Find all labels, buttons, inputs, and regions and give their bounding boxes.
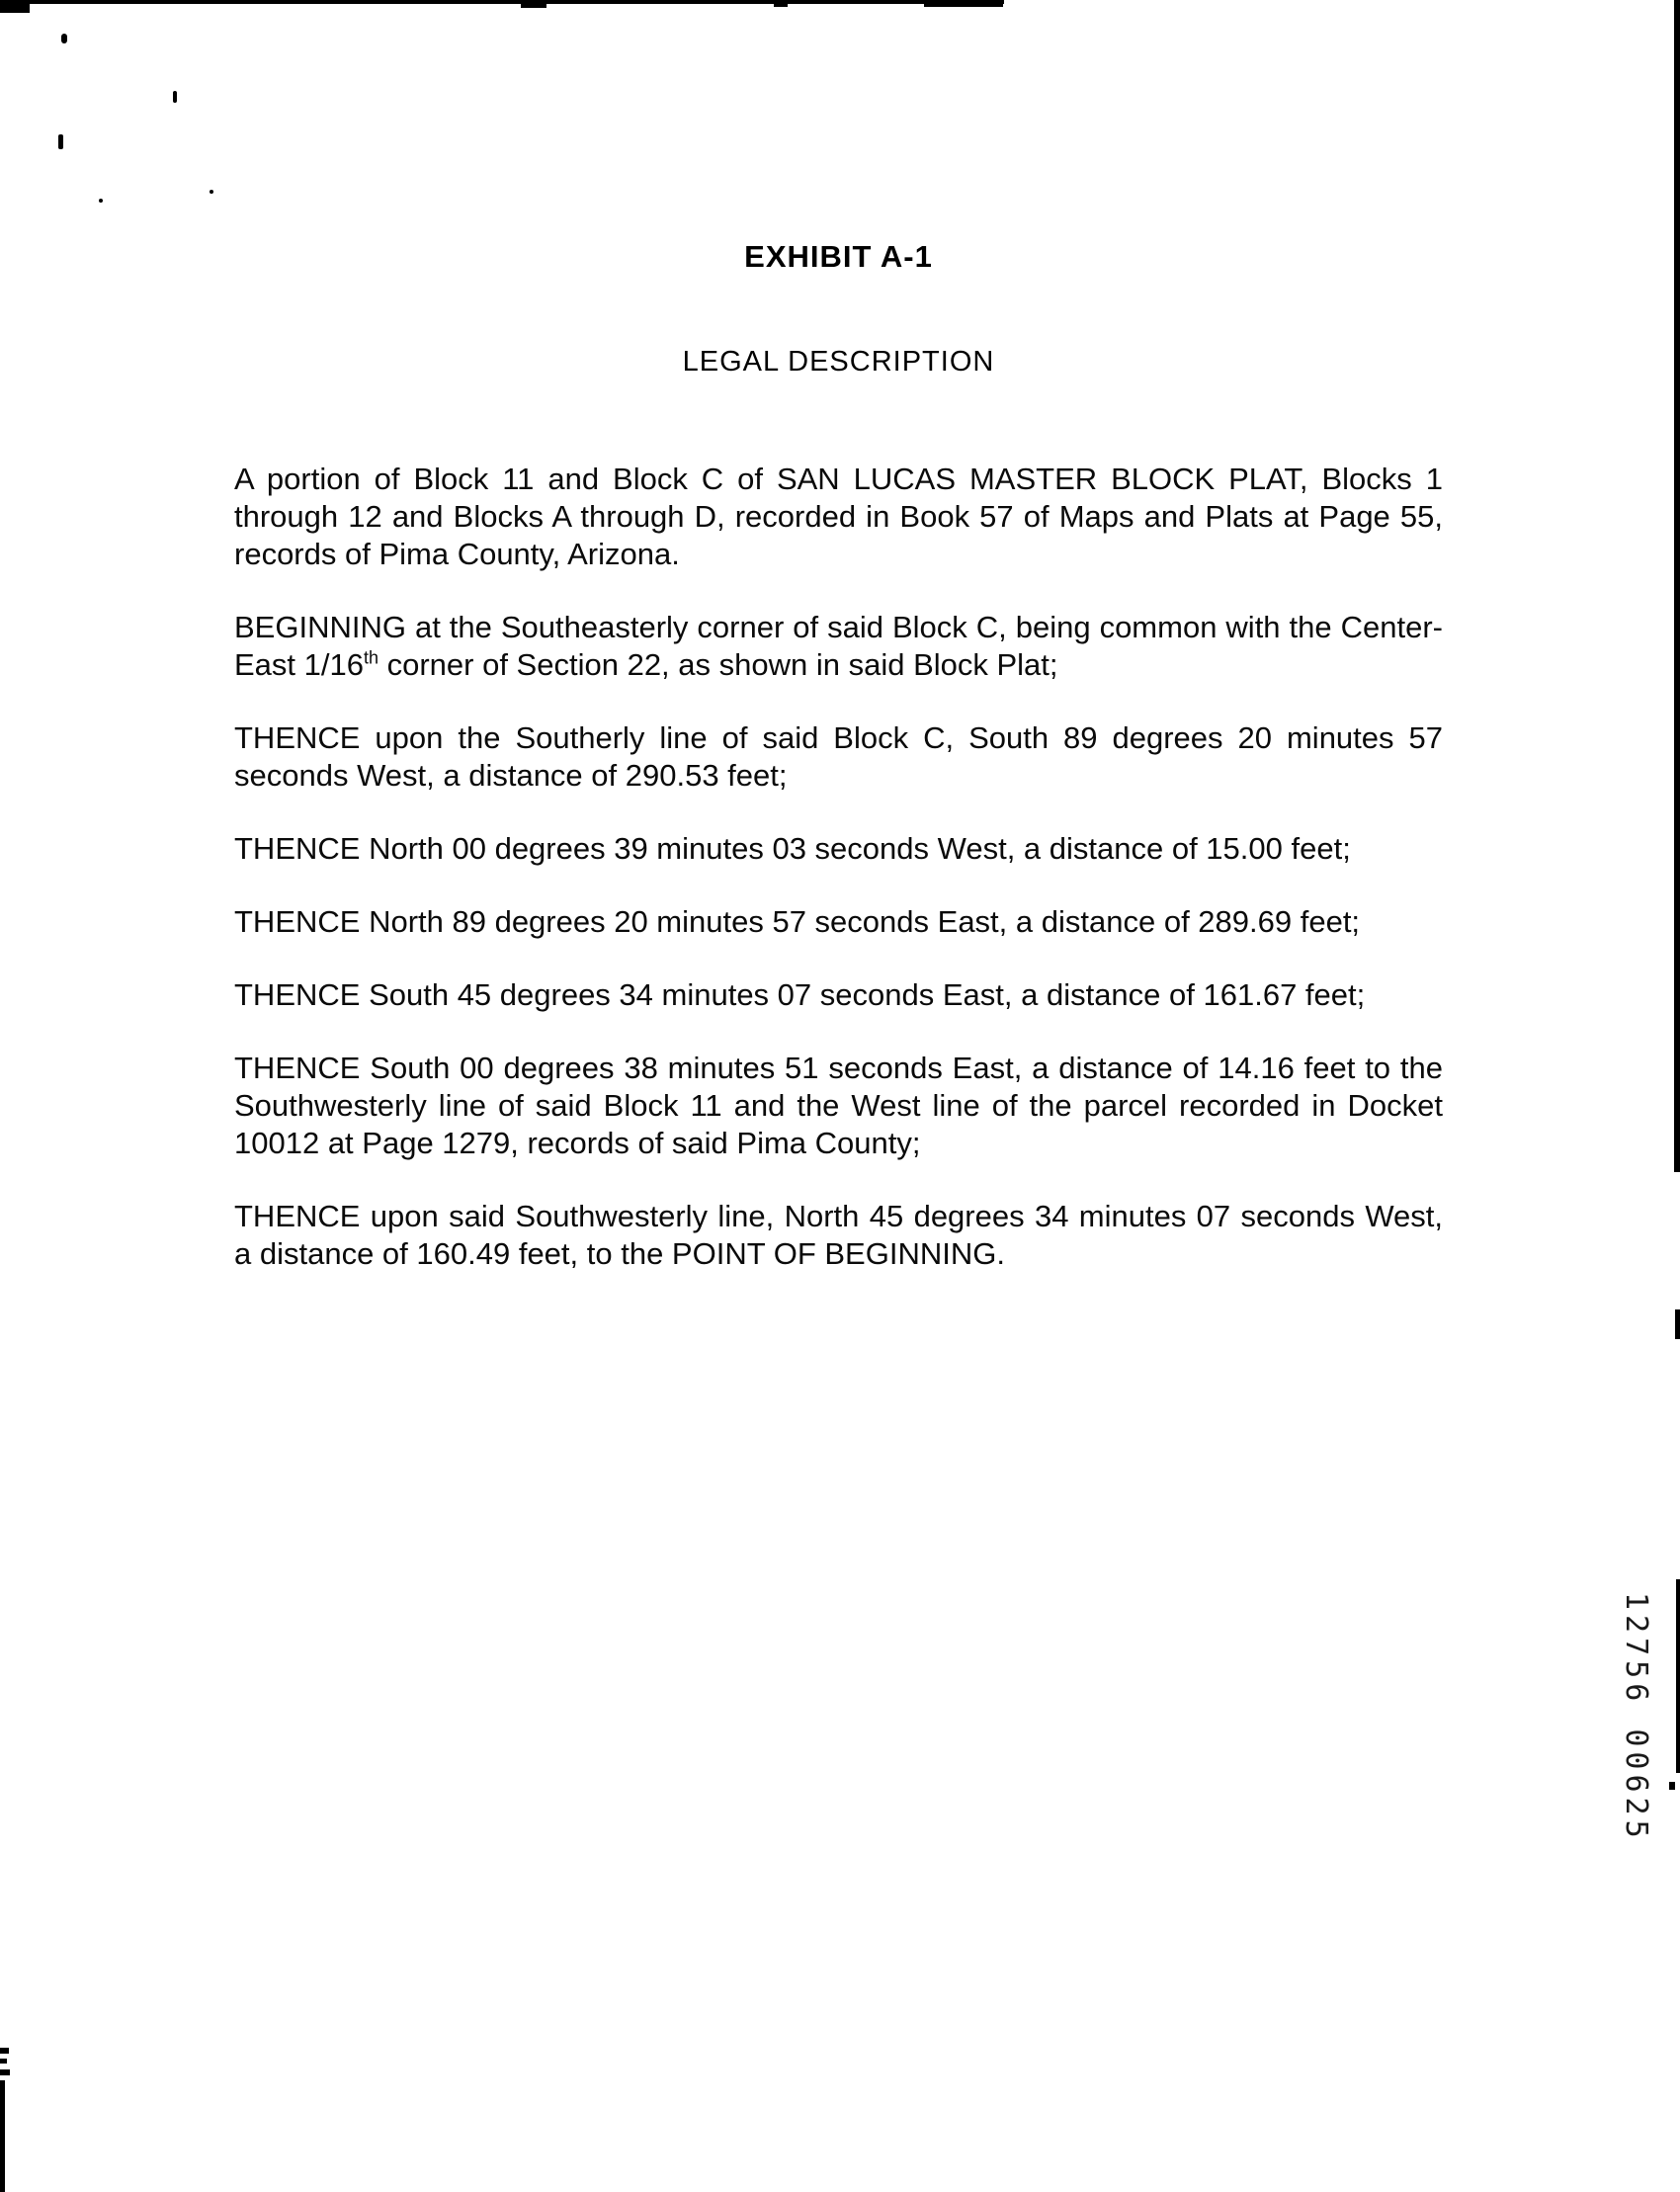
- legal-description-body: [234, 461, 1443, 1308]
- scan-artifact-speck: [58, 134, 63, 149]
- scan-artifact-top-dash: [521, 0, 546, 8]
- docket-stamp-number: 12756 00625: [1619, 1592, 1653, 1843]
- scan-artifact-tick: [0, 2048, 9, 2054]
- exhibit-title: EXHIBIT A-1: [744, 239, 933, 274]
- scan-artifact-speck: [1675, 1309, 1680, 1339]
- scan-artifact-speck: [173, 91, 177, 103]
- paragraph-thence-course-2: THENCE North 00 degrees 39 minutes 03 seconds West, a distance of 15.00 feet;: [234, 831, 1351, 866]
- paragraph-thence-course-1: THENCE upon the Southerly line of said Block C, South 89 degrees 20 minutes 57 seconds West, a distance of 290.53 feet;: [234, 720, 1443, 793]
- paragraph-thence-course-3: THENCE North 89 degrees 20 minutes 57 seconds East, a distance of 289.69 feet;: [234, 904, 1361, 939]
- scan-artifact-right-edge-line: [1674, 0, 1680, 1172]
- paragraph-text: BEGINNING at the Southeasterly corner of said Block C, being common with the Center-East 1/16: [234, 610, 1443, 682]
- legal-description-heading: LEGAL DESCRIPTION: [682, 346, 995, 378]
- scan-artifact-speck: [99, 199, 103, 203]
- scan-artifact-tick: [0, 2059, 7, 2064]
- paragraph-thence-course-5: THENCE South 00 degrees 38 minutes 51 seconds East, a distance of 14.16 feet to the Southwesterly line of said Block 11 and the West line of the parcel recorded in Docket 10012 at Page 1279, records of said Pima County;: [234, 1051, 1443, 1160]
- ordinal-superscript: th: [363, 647, 378, 668]
- scan-artifact-top-dash: [774, 0, 788, 7]
- paragraph-point-of-beginning: [234, 609, 1443, 684]
- scan-artifact-top-line: [0, 0, 1004, 4]
- scan-artifact-corner-blob: [0, 0, 30, 13]
- scan-artifact-speck: [61, 34, 67, 43]
- scan-artifact-left-edge-bar: [0, 2080, 5, 2192]
- scan-artifact-speck: [210, 190, 213, 194]
- scan-artifact-top-dash: [924, 0, 1003, 7]
- paragraph-thence-course-4: THENCE South 45 degrees 34 minutes 07 seconds East, a distance of 161.67 feet;: [234, 977, 1366, 1012]
- paragraph-plat-reference: A portion of Block 11 and Block C of SAN LUCAS MASTER BLOCK PLAT, Blocks 1 through 12 and Blocks A through D, recorded in Book 57 of Maps and Plats at Page 55, records of Pima County, Arizona.: [234, 462, 1443, 571]
- paragraph-text: corner of Section 22, as shown in said Block Plat;: [378, 647, 1058, 682]
- paragraph-thence-closing: THENCE upon said Southwesterly line, North 45 degrees 34 minutes 07 seconds West, a distance of 160.49 feet, to the POINT OF BEGINNING.: [234, 1199, 1443, 1271]
- scan-artifact-tick: [0, 2069, 10, 2075]
- scan-artifact-right-edge-line: [1676, 1579, 1680, 1773]
- scan-artifact-speck: [1669, 1782, 1675, 1790]
